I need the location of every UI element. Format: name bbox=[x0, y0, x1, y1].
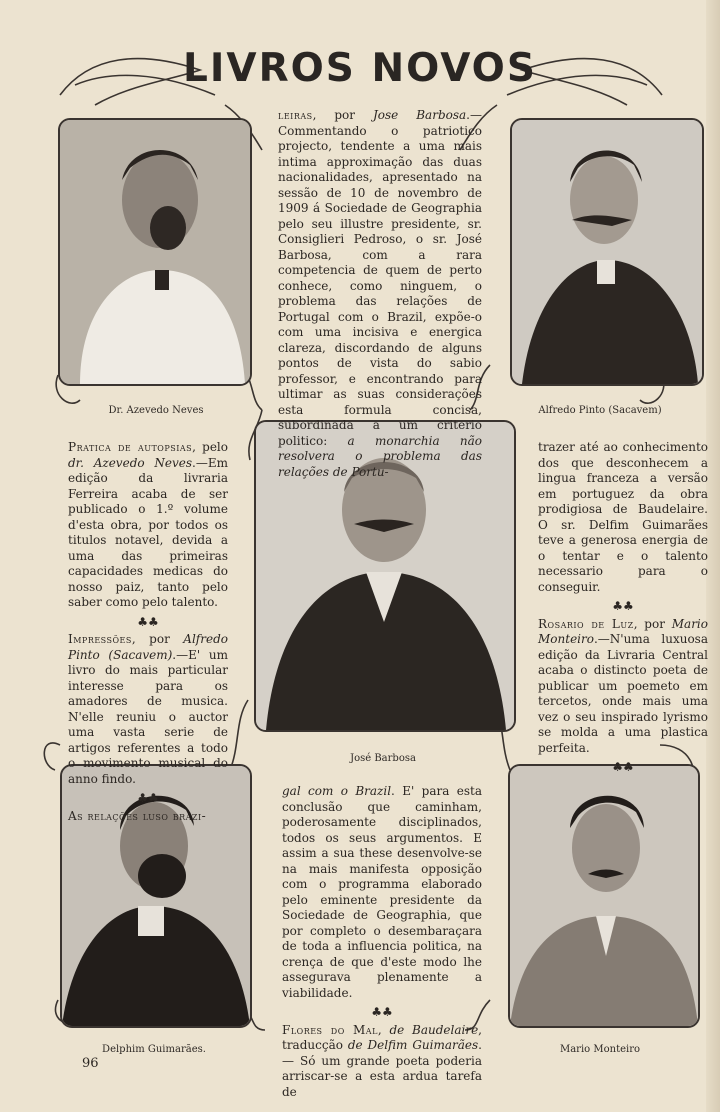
article-body: trazer até ao conhecimento dos que desconhecem a lingua franceza a versão em portuguez da obra prodigiosa de Baudelaire. O sr. Delfim Guimarães teve a generosa energia de o tentar e o talento necessario para o conseguir. bbox=[538, 440, 708, 594]
article-by: , bbox=[377, 1022, 390, 1037]
article-by: , por bbox=[633, 616, 672, 631]
article-author: dr. Azevedo Neves bbox=[68, 455, 193, 470]
separator-ornament: ♣♣ bbox=[137, 614, 159, 629]
photo-alfredo-pinto bbox=[510, 118, 704, 386]
separator-ornament: ♣♣ bbox=[612, 760, 634, 774]
page-number: 96 bbox=[82, 1056, 99, 1071]
article-body: .—E' um livro do mais particular interesse para os amadores de musica. N'elle reuniu o auctor uma vasta serie de artigos referentes a todo o movimento musical do anno findo. bbox=[68, 647, 229, 786]
article-by: , por bbox=[312, 108, 373, 122]
article-by: , pelo bbox=[192, 440, 228, 454]
page-title: LIVROS NOVOS bbox=[183, 46, 537, 91]
article-top-center bbox=[278, 108, 482, 484]
article-quote: a monarchia não resolvera o problema das relações de Portu- bbox=[278, 433, 482, 479]
portrait-icon bbox=[512, 120, 702, 384]
article-title: Flores do Mal bbox=[282, 1022, 378, 1037]
photo-mario-monteiro bbox=[508, 764, 700, 1028]
article-title: Pratica de autopsias bbox=[68, 440, 193, 454]
article-lead: gal com o Brazil bbox=[282, 784, 392, 798]
article-mid-right bbox=[538, 440, 708, 778]
portrait-icon bbox=[60, 120, 250, 384]
article-mid-left bbox=[68, 440, 228, 828]
article-author: Alfredo Pinto (Sacavem) bbox=[68, 632, 228, 662]
article-lead: leiras bbox=[278, 108, 313, 122]
caption-alfredo-pinto: Alfredo Pinto (Sacavem) bbox=[538, 405, 662, 416]
article-title: As relações luso brazi- bbox=[68, 808, 207, 823]
article-body: .—N'uma luxuosa edição da Livraria Central acaba o distincto poeta de publicar um poemeto em tercetos, onde mais uma vez o seu inspirado lyrismo se molda a uma plastica perfeita. bbox=[538, 632, 708, 755]
article-author: Mario Monteiro bbox=[538, 616, 708, 646]
article-author: de Delfim Guimarães bbox=[347, 1038, 479, 1052]
article-bottom-center bbox=[282, 784, 482, 1104]
article-body: .— Só um grande poeta poderia arriscar-se a esta ardua tarefa de bbox=[282, 1038, 482, 1099]
portrait-icon bbox=[510, 766, 698, 1026]
article-by: , por bbox=[131, 632, 184, 646]
article-body: .—Em edição da livraria Ferreira acaba de ser publicado o 1.º volume d'esta obra, por todos os titulos notavel, devida a uma das primeiras capacidades medicas do nosso paiz, tanto pelo saber como pelo talento. bbox=[68, 455, 228, 609]
separator-ornament: ♣♣ bbox=[137, 791, 159, 805]
article-body: .—Commentando o patriotico projecto, tendente a uma mais intima approximação das duas nacionalidades, apresentado na sessão de 10 de novembro de 1909 á Sociedade de Geographia pelo seu illustre presidente, sr. Consiglieri Pedroso, o sr. José Barbosa, com a rara competencia de quem de perto conhece, como ninguem, o problema das relações de Portugal com o Brazil, expõe-o com uma incisiva e energica clareza, discordando de alguns pontos de vista do sabio professor, e encontrando para ultimar as suas considerações esta formula concisa, subordinada a um criterio politico: bbox=[278, 108, 482, 448]
caption-jose-barbosa: José Barbosa bbox=[350, 753, 416, 764]
separator-ornament: ♣♣ bbox=[371, 1005, 393, 1019]
article-body: . E' para esta conclusão que caminham, poderosamente disciplinados, todos os seus argumentos. E assim a sua these desenvolve-se na mais manifesta opposição com o programma elaborado pelo eminente presidente da Sociedade de Geographia, que por completo o desembaraçara de toda a influencia politica, na crença de que d'este modo lhe assegurava plenamente a viabilidade. bbox=[282, 784, 482, 1000]
caption-azevedo-neves: Dr. Azevedo Neves bbox=[108, 405, 204, 416]
article-author: Jose Barbosa bbox=[372, 108, 467, 122]
separator-ornament: ♣♣ bbox=[612, 599, 634, 613]
article-by: , traducção bbox=[282, 1022, 482, 1052]
article-title: Rosario de Luz bbox=[538, 616, 634, 631]
article-title: Impressões bbox=[68, 632, 132, 646]
article-author: de Baudelaire bbox=[389, 1022, 479, 1037]
page-edge bbox=[706, 0, 720, 1112]
caption-delphim-guimaraes: Delphim Guimarães. bbox=[102, 1044, 206, 1055]
photo-azevedo-neves bbox=[58, 118, 252, 386]
caption-mario-monteiro: Mario Monteiro bbox=[559, 1044, 640, 1055]
